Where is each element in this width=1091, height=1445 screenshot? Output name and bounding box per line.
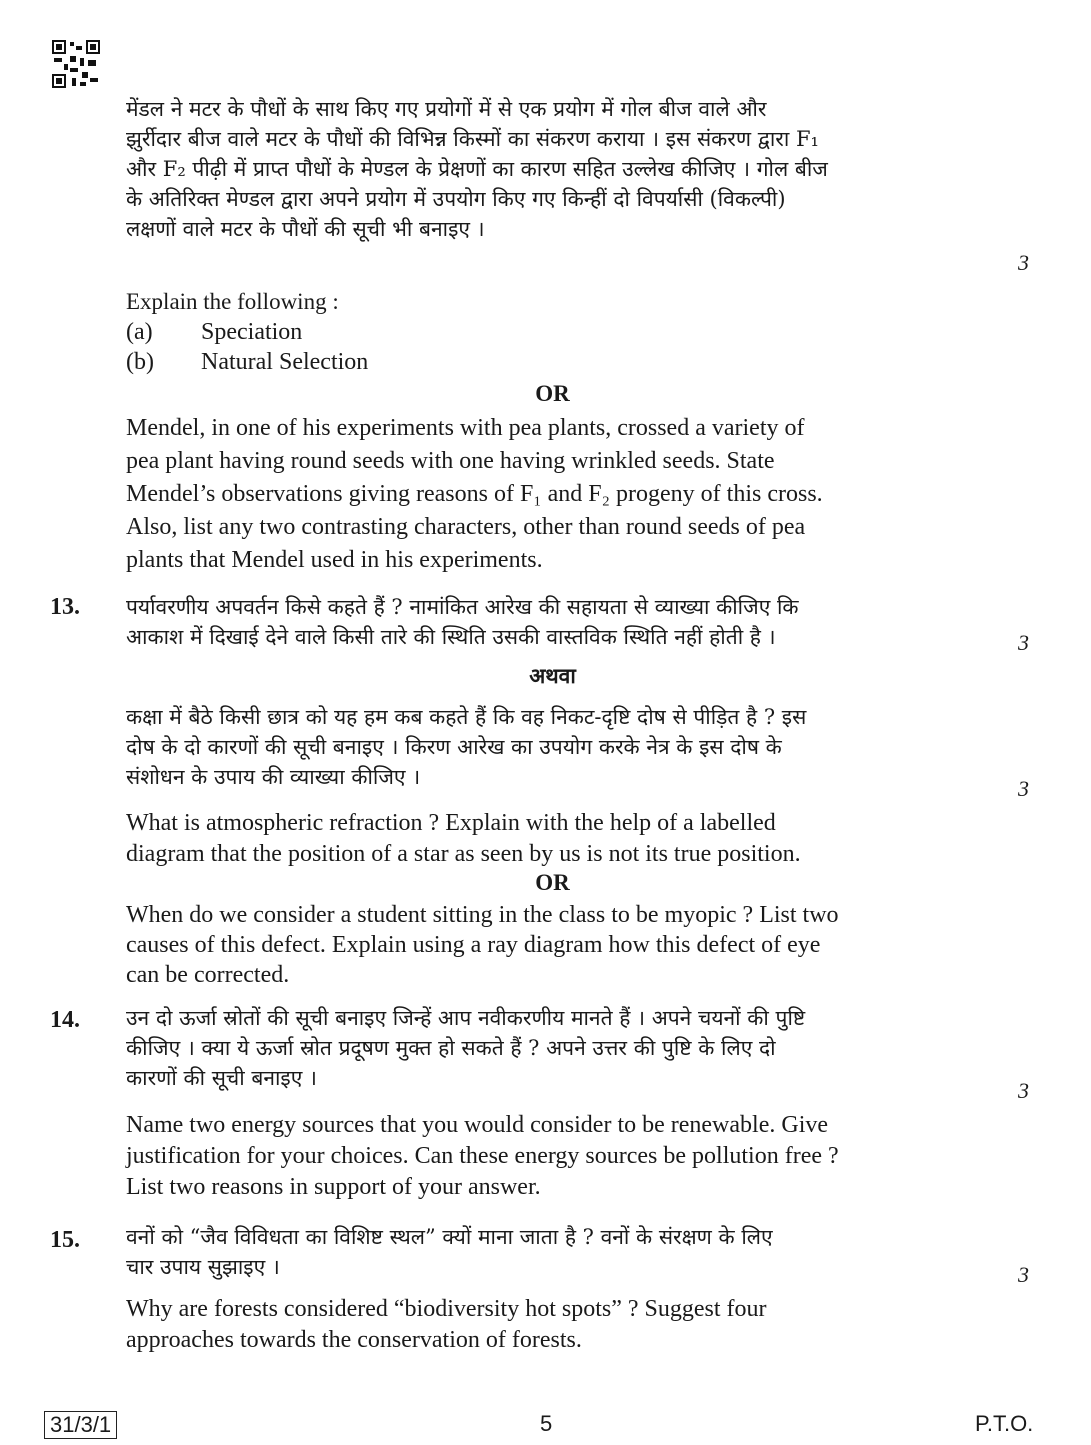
text-line: पर्यावरणीय अपवर्तन किसे कहते हैं ? नामांकित आरेख की सहायता से व्याख्या कीजिए कि	[126, 595, 799, 619]
text-line: Name two energy sources that you would consider to be renewable. Give	[126, 1112, 829, 1138]
text-line: plants that Mendel used in his experiments.	[126, 547, 543, 573]
question-number: 15.	[50, 1227, 80, 1253]
q12-english-or-text	[126, 412, 979, 577]
text-line: List two reasons in support of your answer.	[126, 1174, 541, 1200]
text-line: आकाश में दिखाई देने वाले किसी तारे की स्थिति उसकी वास्तविक स्थिति नहीं होती है ।	[126, 625, 776, 649]
list-item	[126, 319, 302, 346]
text-line: कक्षा में बैठे किसी छात्र को यह हम कब कहते हैं कि वह निकट-दृष्टि दोष से पीड़ित है ? इस	[126, 705, 807, 729]
or-divider: OR	[535, 381, 570, 406]
item-text: Natural Selection	[201, 349, 369, 375]
q13-english-or-text	[126, 900, 979, 990]
question-number: 14.	[50, 1007, 80, 1033]
marks: 3	[1018, 1262, 1029, 1287]
or-divider: OR	[535, 870, 570, 895]
q12-hindi-or-text	[126, 94, 979, 244]
item-label: (b)	[126, 349, 154, 375]
q13-hindi-or-text	[126, 702, 979, 792]
text-line: कीजिए । क्या ये ऊर्जा स्रोत प्रदूषण मुक्त हो सकते हैं ? अपने उत्तर की पुष्टि के लिए दो	[126, 1036, 776, 1060]
text-line: झुर्रीदार बीज वाले मटर के पौधों की विभिन्न किस्मों का संकरण कराया । इस संकरण द्वारा F₁	[126, 127, 819, 151]
text-line: justification for your choices. Can these energy sources be pollution free ?	[126, 1143, 839, 1169]
q15-hindi-text	[126, 1222, 979, 1282]
or-divider-hindi: अथवा	[529, 663, 576, 688]
q12-english-intro: Explain the following :	[126, 289, 339, 314]
q13-english-text	[126, 808, 979, 870]
text-line: What is atmospheric refraction ? Explain with the help of a labelled	[126, 810, 776, 836]
text-line: When do we consider a student sitting in the class to be myopic ? List two	[126, 902, 839, 928]
list-item	[126, 349, 368, 376]
marks: 3	[1018, 250, 1029, 275]
text-line: can be corrected.	[126, 962, 290, 988]
text-line: diagram that the position of a star as seen by us is not its true position.	[126, 841, 801, 867]
qr-code-icon	[52, 40, 100, 88]
marks: 3	[1018, 630, 1029, 655]
q14-english-text	[126, 1110, 979, 1203]
text-line: Why are forests considered “biodiversity hot spots” ? Suggest four	[126, 1296, 767, 1322]
text-line: Also, list any two contrasting characters, other than round seeds of pea	[126, 514, 806, 540]
page-number: 5	[540, 1411, 553, 1436]
item-text: Speciation	[201, 319, 303, 345]
text-line: Mendel, in one of his experiments with pea plants, crossed a variety of	[126, 415, 805, 441]
q13-hindi-text	[126, 592, 979, 652]
text-line: दोष के दो कारणों की सूची बनाइए । किरण आरेख का उपयोग करके नेत्र के इस दोष के	[126, 735, 782, 759]
text-line: approaches towards the conservation of forests.	[126, 1327, 582, 1353]
text-line: उन दो ऊर्जा स्रोतों की सूची बनाइए जिन्हें आप नवीकरणीय मानते हैं । अपने चयनों की पुष्टि	[126, 1006, 806, 1030]
q15-english-text	[126, 1294, 979, 1356]
item-label: (a)	[126, 319, 153, 345]
paper-code: 31/3/1	[44, 1411, 117, 1439]
text-line: और F₂ पीढ़ी में प्राप्त पौधों के मेण्डल के प्रेक्षणों का कारण सहित उल्लेख कीजिए । गोल बीज	[126, 157, 828, 181]
text-line: causes of this defect. Explain using a ray diagram how this defect of eye	[126, 932, 821, 958]
marks: 3	[1018, 776, 1029, 801]
pto-label: P.T.O.	[975, 1411, 1034, 1436]
text-line: लक्षणों वाले मटर के पौधों की सूची भी बनाइए ।	[126, 217, 485, 241]
marks: 3	[1018, 1078, 1029, 1103]
text-line: मेंडल ने मटर के पौधों के साथ किए गए प्रयोगों में से एक प्रयोग में गोल बीज वाले और	[126, 97, 767, 121]
text-line: pea plant having round seeds with one having wrinkled seeds. State	[126, 448, 775, 474]
text-line: के अतिरिक्त मेण्डल द्वारा अपने प्रयोग में उपयोग किए गए किन्हीं दो विपर्यासी (विकल्पी)	[126, 187, 786, 211]
text-line: चार उपाय सुझाइए ।	[126, 1255, 280, 1279]
text-line: वनों को “जैव विविधता का विशिष्ट स्थल” क्यों माना जाता है ? वनों के संरक्षण के लिए	[126, 1225, 773, 1249]
text-line: Mendel’s observations giving reasons of F₁ and F₂ progeny of this cross.	[126, 481, 823, 507]
text-line: संशोधन के उपाय की व्याख्या कीजिए ।	[126, 765, 421, 789]
text-line: कारणों की सूची बनाइए ।	[126, 1066, 317, 1090]
question-number: 13.	[50, 594, 80, 620]
q14-hindi-text	[126, 1003, 979, 1093]
